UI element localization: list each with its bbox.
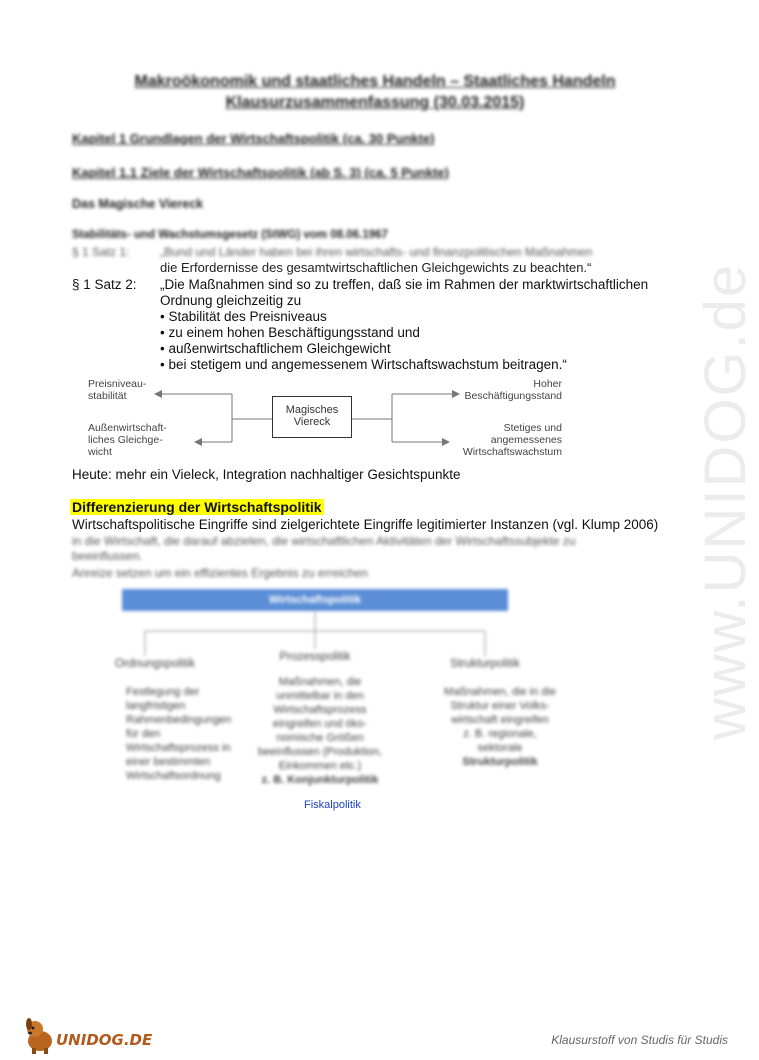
col3-line: z. B. regionale,	[463, 728, 537, 740]
diff-line1: Wirtschaftspolitische Eingriffe sind zielgerichtete Eingriffe legitimierter Instanzen (vgl. Klump 2006)	[72, 517, 659, 532]
col1-line: Wirtschaftsordnung	[126, 770, 221, 782]
label-employment-1: Hoher	[533, 378, 562, 390]
s2-label: § 1 Satz 2:	[72, 277, 137, 292]
label-external-balance	[88, 422, 167, 458]
col3-line: Strukturpolitik	[462, 756, 538, 768]
policy-diagram	[100, 585, 556, 815]
col3-line: Maßnahmen, die in die	[444, 686, 556, 698]
col3-text	[430, 685, 570, 769]
label-growth-1: Stetiges und	[503, 422, 562, 434]
chapter1-1-heading: Kapitel 1.1 Ziele der Wirtschaftspolitik (ab S. 3) (ca. 5 Punkte)	[72, 165, 449, 180]
col3-title: Strukturpolitik	[450, 658, 520, 670]
label-price-stability-2: stabilität	[88, 390, 127, 402]
col1-line: Wirtschaftsprozess in	[126, 742, 231, 754]
today-line: Heute: mehr ein Vieleck, Integration nachhaltiger Gesichtspunkte	[72, 467, 461, 482]
magic-square-heading: Das Magische Viereck	[72, 197, 204, 211]
diff-line3: beeinflussen.	[72, 549, 143, 563]
s1-line1: „Bund und Länder haben bei ihren wirtschafts- und finanzpolitischen Maßnahmen	[160, 245, 593, 259]
watermark	[684, 262, 758, 740]
law-heading: Stabilitäts- und Wachstumsgesetz (StWG) vom 08.06.1967	[72, 229, 388, 241]
col1-title: Ordnungspolitik	[115, 658, 195, 670]
label-employment-2: Beschäftigungsstand	[464, 390, 562, 402]
diff-line2: in die Wirtschaft, die darauf abzielen, die wirtschaftlichen Aktivitäten der Wirtschaftssubjekte zu	[72, 534, 576, 548]
s2-line1: „Die Maßnahmen sind so zu treffen, daß sie im Rahmen der marktwirtschaftlichen	[160, 277, 649, 292]
s2-line2: Ordnung gleichzeitig zu	[160, 293, 302, 308]
col1-line: Festlegung der	[126, 686, 200, 698]
col2-line: Wirtschaftsprozess	[273, 704, 367, 716]
policy-top-bar: Wirtschaftspolitik	[122, 589, 508, 611]
col2-line: nomische Größen	[276, 732, 364, 744]
col2-line: Einkommen etc.)	[278, 760, 362, 772]
magic-square-center-box	[272, 396, 352, 438]
col2-line: z. B. Konjunkturpolitik	[261, 774, 379, 786]
unidog-logo	[20, 1015, 153, 1055]
label-external-balance-3: wicht	[88, 446, 112, 458]
col2-line: Maßnahmen, die	[278, 676, 362, 688]
document-title-line1: Makroökonomik und staatliches Handeln – Staatliches Handeln	[134, 73, 616, 90]
watermark-text: www.UNIDOG.de	[693, 262, 758, 740]
label-growth-2: angemessenes	[490, 434, 562, 446]
diff-heading: Differenzierung der Wirtschaftspolitik	[72, 499, 322, 515]
diff-heading-wrapper	[70, 499, 324, 517]
col1-line: für den	[126, 728, 161, 740]
col2-title: Prozesspolitik	[279, 651, 351, 663]
col1-line: Rahmenbedingungen	[126, 714, 232, 726]
col3-line: wirtschaft eingreifen	[451, 714, 549, 726]
label-external-balance-2: liches Gleichge-	[88, 434, 163, 446]
logo-text: UNIDOG.DE	[56, 1031, 153, 1049]
label-growth	[463, 422, 562, 458]
col2-text	[250, 675, 390, 787]
col2-line: eingreifen und öko-	[272, 718, 368, 730]
diff-line4: Anreize setzen um ein effizientes Ergebnis zu erreichen	[72, 566, 368, 580]
bullet-1: • Stabilität des Preisniveaus	[160, 309, 327, 324]
col1-line: langfristigen	[126, 700, 186, 712]
s1-line2: die Erfordernisse des gesamtwirtschaftlichen Gleichgewichts zu beachten.“	[160, 260, 592, 275]
col3-line: Struktur einer Volks-	[450, 700, 550, 712]
label-external-balance-1: Außenwirtschaft-	[88, 422, 167, 434]
col3-line: sektorale	[477, 742, 523, 754]
chapter1-heading: Kapitel 1 Grundlagen der Wirtschaftspolitik (ca. 30 Punkte)	[72, 131, 435, 146]
col2-line: beeinflussen (Produktion,	[257, 746, 383, 758]
bullet-3: • außenwirtschaftlichem Gleichgewicht	[160, 341, 391, 356]
col1-text	[126, 685, 231, 783]
label-growth-3: Wirtschaftswachstum	[462, 446, 562, 458]
label-employment	[465, 378, 562, 402]
label-price-stability	[88, 378, 146, 402]
center-line2: Viereck	[293, 416, 331, 428]
bullet-2: • zu einem hohen Beschäftigungsstand und	[160, 325, 420, 340]
document-title-line2: Klausurzusammenfassung (30.03.2015)	[225, 94, 525, 111]
fiscal-policy-label: Fiskalpolitik	[304, 799, 361, 811]
col1-line: einer bestimmten	[126, 756, 211, 768]
center-line1: Magisches	[285, 404, 339, 416]
footer-tagline: Klausurstoff von Studis für Studis	[551, 1033, 728, 1047]
bullet-4: • bei stetigem und angemessenem Wirtschaftswachstum beitragen.“	[160, 357, 567, 372]
s1-label: § 1 Satz 1:	[72, 245, 130, 259]
magic-square-diagram	[72, 374, 562, 464]
dog-icon	[20, 1015, 60, 1055]
label-price-stability-1: Preisniveau-	[88, 378, 147, 390]
col2-line: unmittelbar in den	[276, 690, 364, 702]
